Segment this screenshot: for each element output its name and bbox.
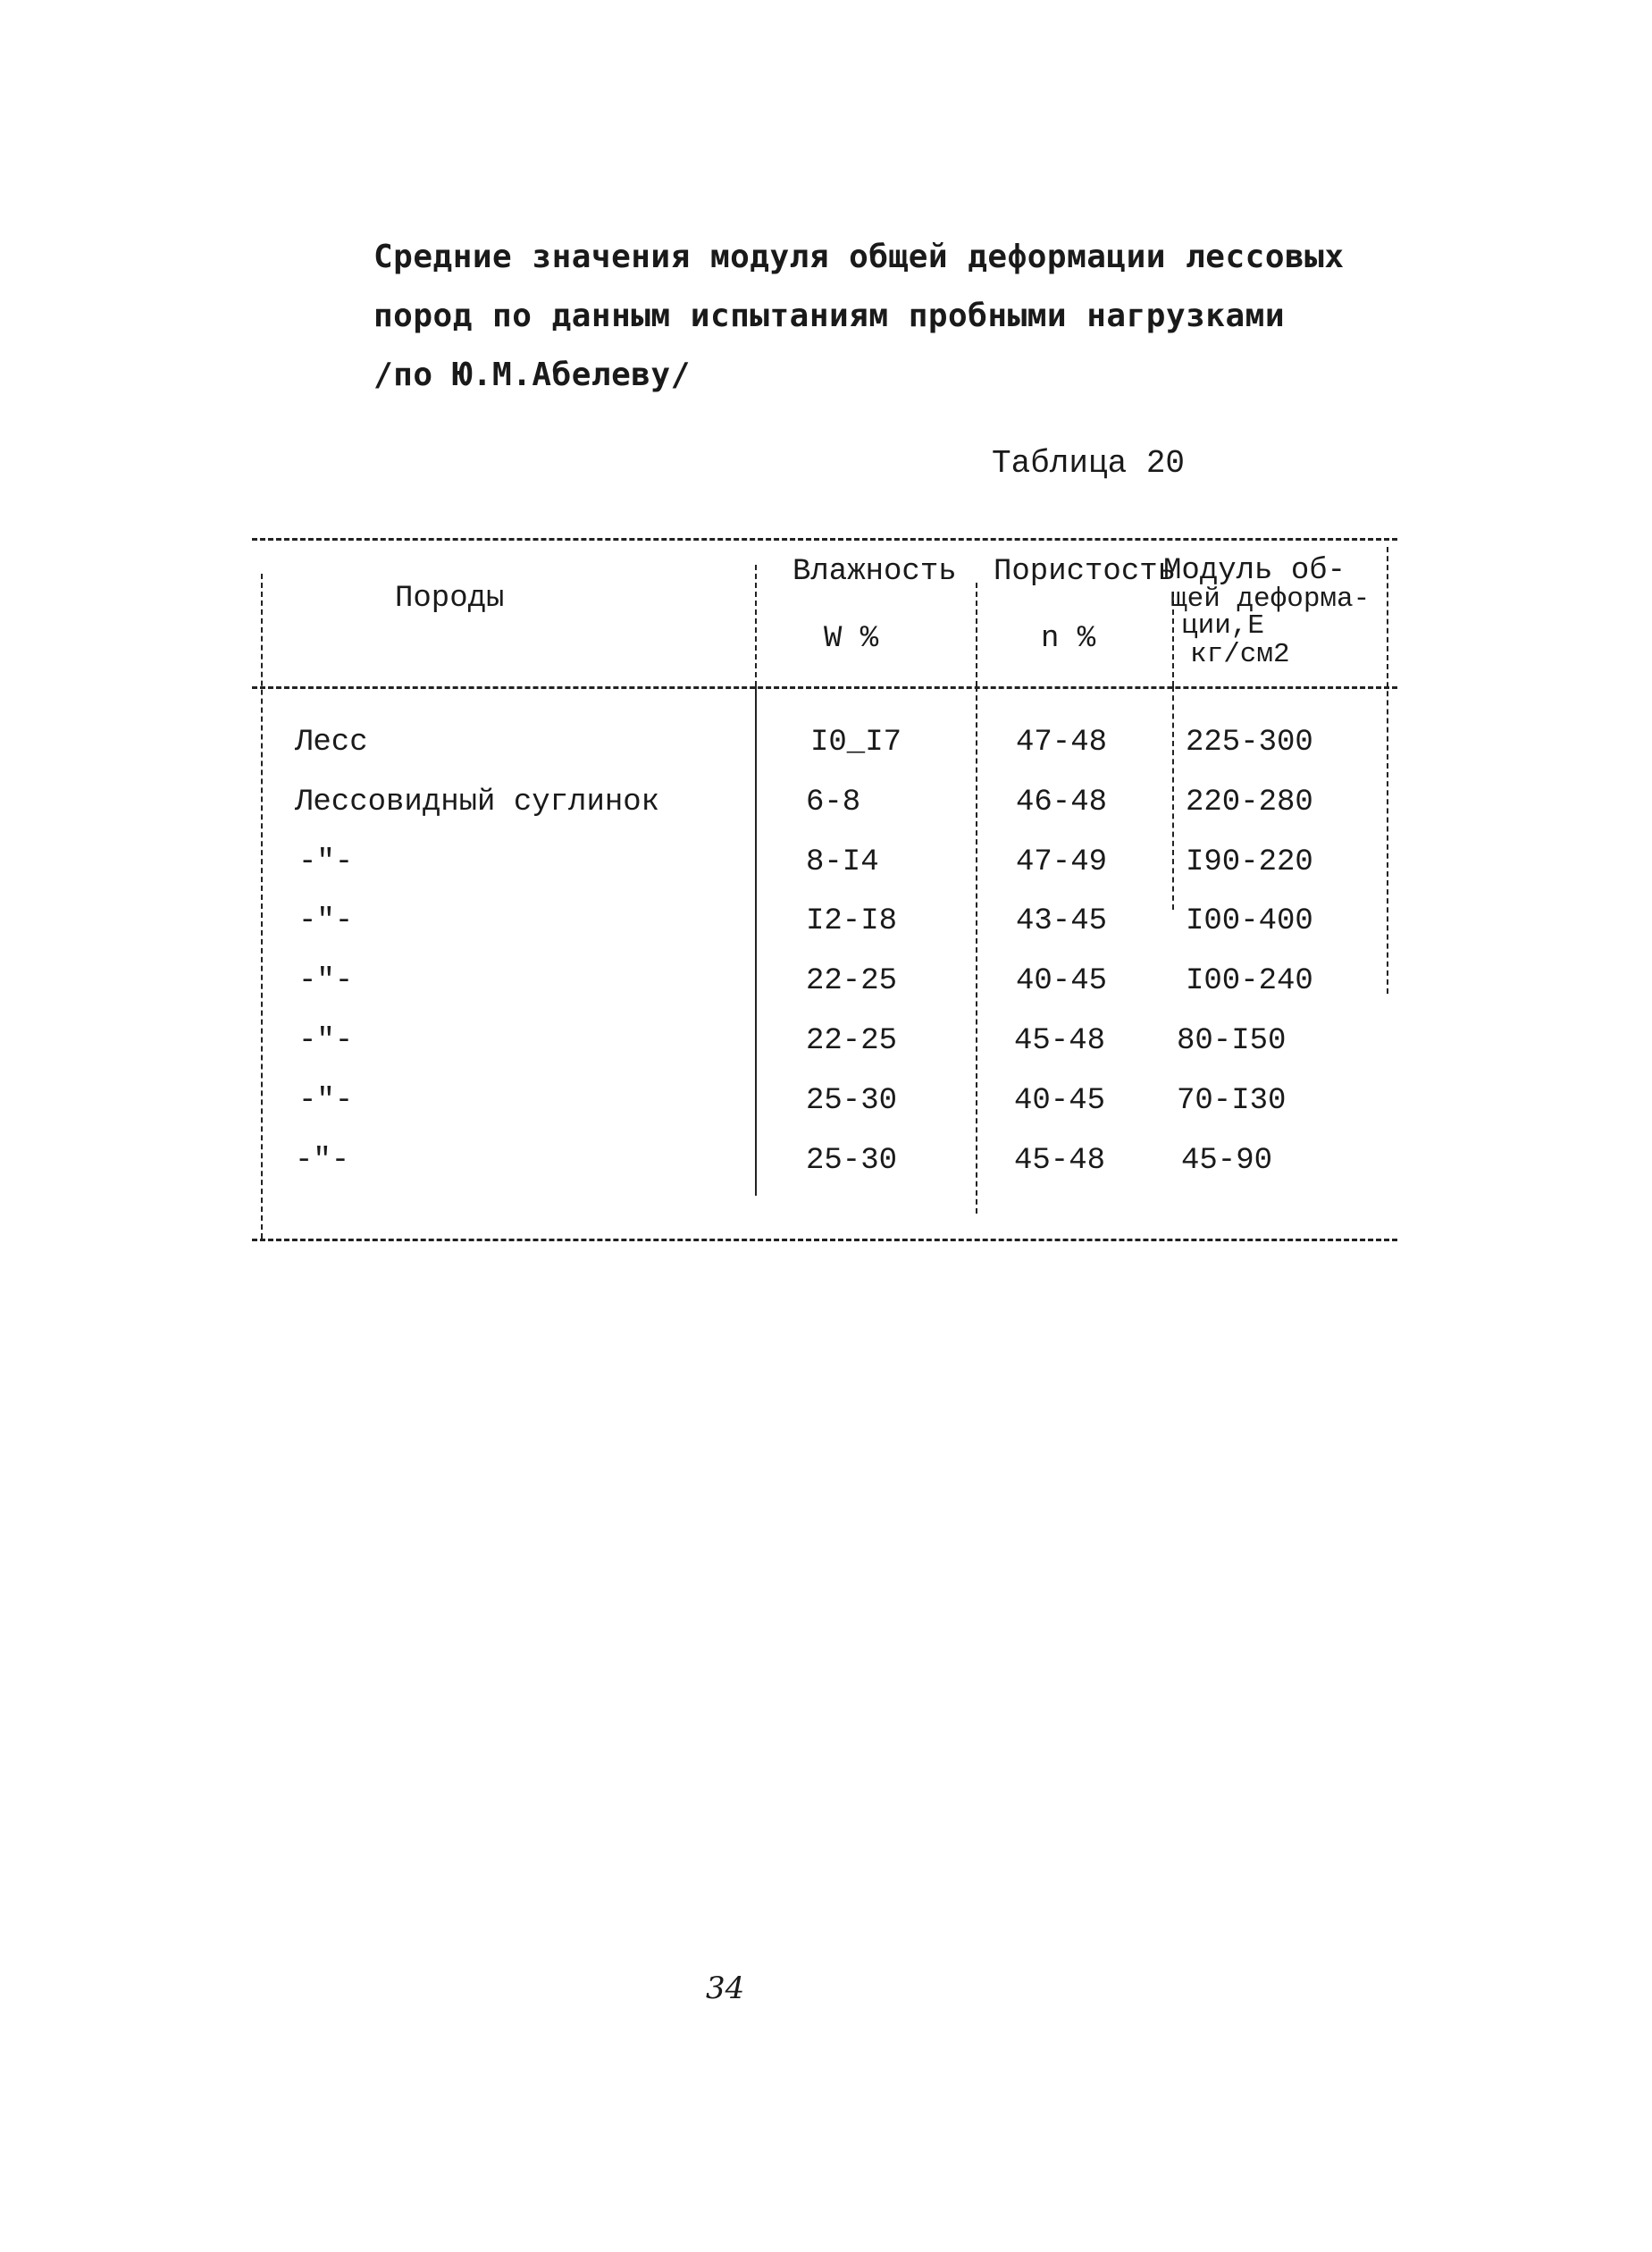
cell-rock: -"- <box>295 1144 350 1178</box>
column-divider-header-1 <box>755 565 757 686</box>
cell-moisture: I2-I8 <box>806 904 898 938</box>
cell-porosity: 46-48 <box>1016 786 1108 819</box>
cell-moisture: 25-30 <box>806 1084 898 1118</box>
cell-moisture: I0_I7 <box>810 726 902 760</box>
cell-rock: -"- <box>298 845 354 879</box>
page-number: 34 <box>706 1970 745 2006</box>
data-table <box>252 538 1397 1244</box>
cell-porosity: 47-49 <box>1016 845 1108 879</box>
cell-porosity: 43-45 <box>1016 904 1108 938</box>
cell-modulus: 70-I30 <box>1177 1084 1287 1118</box>
table-top-border <box>252 538 1397 541</box>
cell-porosity: 40-45 <box>1016 964 1108 998</box>
heading-line-2: пород по данным испытаниям пробными нагрузками <box>373 298 1285 334</box>
header-modulus-line-1: Модуль об- <box>1163 554 1346 588</box>
table-right-border <box>1387 547 1388 994</box>
cell-modulus: 220-280 <box>1186 786 1313 819</box>
cell-modulus: I00-400 <box>1186 904 1313 938</box>
column-divider-2 <box>976 686 977 1214</box>
table-bottom-border <box>252 1239 1397 1241</box>
cell-rock: -"- <box>298 904 354 938</box>
cell-moisture: 22-25 <box>806 1024 898 1058</box>
document-heading <box>373 228 1356 405</box>
header-rock: Породы <box>395 582 505 616</box>
table-caption: Таблица 20 <box>992 445 1186 482</box>
cell-porosity: 47-48 <box>1016 726 1108 760</box>
cell-porosity: 45-48 <box>1014 1144 1106 1178</box>
cell-rock: -"- <box>298 1024 354 1058</box>
header-porosity-unit: n % <box>1041 622 1096 656</box>
cell-rock: Лессовидный суглинок <box>295 786 660 819</box>
column-divider-1 <box>755 686 757 1196</box>
cell-rock: -"- <box>298 964 354 998</box>
column-divider-header-2 <box>976 583 977 686</box>
table-left-border <box>261 574 263 1239</box>
cell-rock: -"- <box>298 1084 354 1118</box>
heading-line-1: Средние значения модуля общей деформации лессовых <box>373 239 1345 275</box>
cell-modulus: 45-90 <box>1181 1144 1273 1178</box>
cell-modulus: I00-240 <box>1186 964 1313 998</box>
header-separator <box>252 686 1397 689</box>
cell-porosity: 40-45 <box>1014 1084 1106 1118</box>
cell-porosity: 45-48 <box>1014 1024 1106 1058</box>
header-modulus-line-3: ции,Е <box>1181 610 1265 642</box>
cell-moisture: 25-30 <box>806 1144 898 1178</box>
cell-moisture: 22-25 <box>806 964 898 998</box>
cell-rock: Лесс <box>295 726 368 760</box>
header-moisture-label: Влажность <box>792 555 957 589</box>
header-porosity-label: Пористость <box>994 555 1177 589</box>
cell-modulus: 80-I50 <box>1177 1024 1287 1058</box>
column-divider-3 <box>1172 686 1174 910</box>
header-modulus-line-2: щей деформа- <box>1170 584 1371 615</box>
header-modulus-line-4: кг/см2 <box>1190 639 1290 670</box>
heading-line-3: /по Ю.М.Абелеву/ <box>373 357 691 393</box>
header-moisture-unit: W % <box>824 622 879 656</box>
cell-moisture: 8-I4 <box>806 845 879 879</box>
cell-modulus: I90-220 <box>1186 845 1313 879</box>
cell-moisture: 6-8 <box>806 786 861 819</box>
cell-modulus: 225-300 <box>1186 726 1313 760</box>
